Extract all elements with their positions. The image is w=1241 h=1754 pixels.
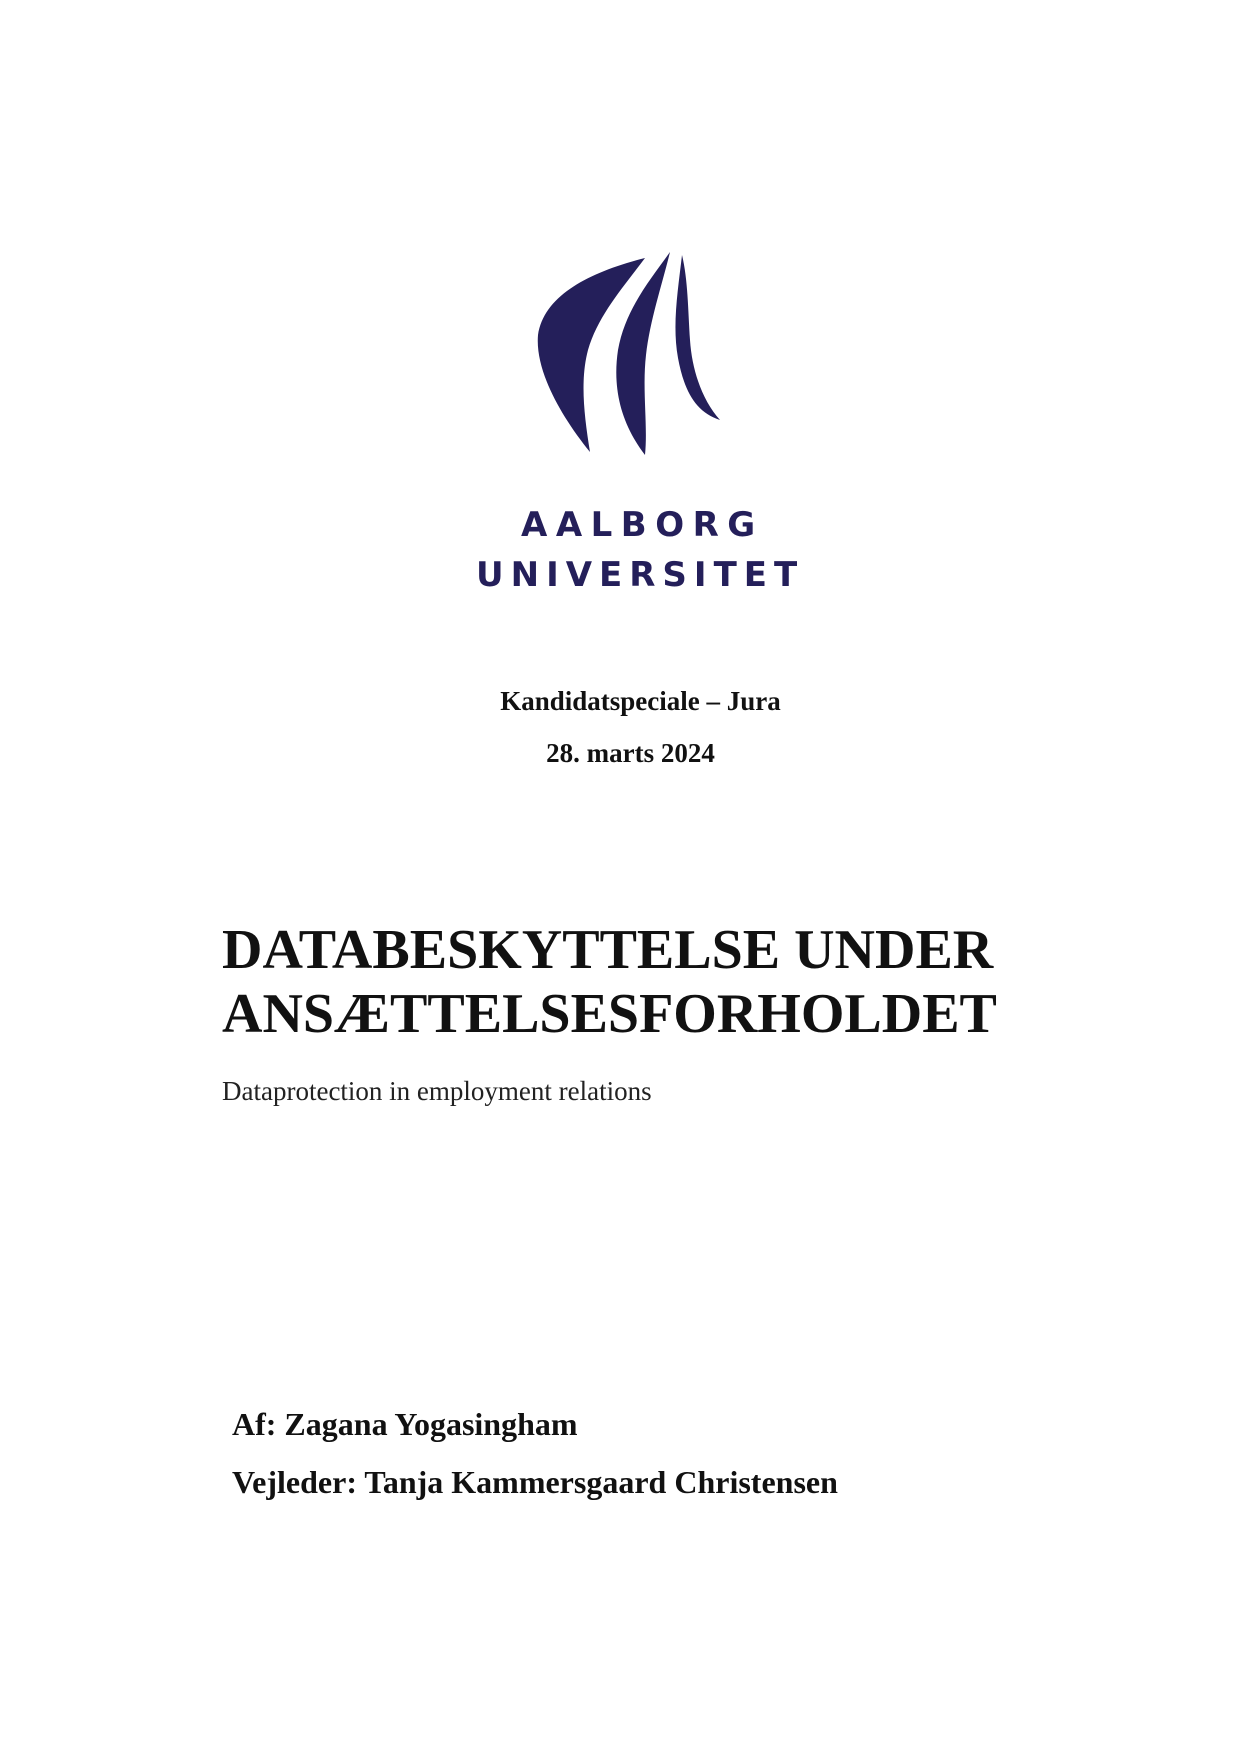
thesis-subtitle: Dataprotection in employment relations — [222, 1076, 652, 1106]
thesis-title — [222, 918, 1182, 1046]
author-line: Af: Zagana Yogasingham — [232, 1406, 578, 1442]
logo-wave-right — [675, 255, 720, 420]
thesis-date: 28. marts 2024 — [546, 738, 715, 768]
university-wordmark — [440, 500, 805, 600]
supervisor-line: Vejleder: Tanja Kammersgaard Christensen — [232, 1464, 838, 1500]
university-logo-icon — [530, 250, 730, 460]
wordmark-line-1: AALBORG — [521, 505, 764, 545]
thesis-title-line-1: DATABESKYTTELSE UNDER — [222, 919, 994, 981]
thesis-title-line-2: ANSÆTTELSESFORHOLDET — [222, 983, 997, 1045]
wordmark-line-2: UNIVERSITET — [476, 555, 805, 595]
thesis-type: Kandidatspeciale – Jura — [500, 686, 781, 716]
